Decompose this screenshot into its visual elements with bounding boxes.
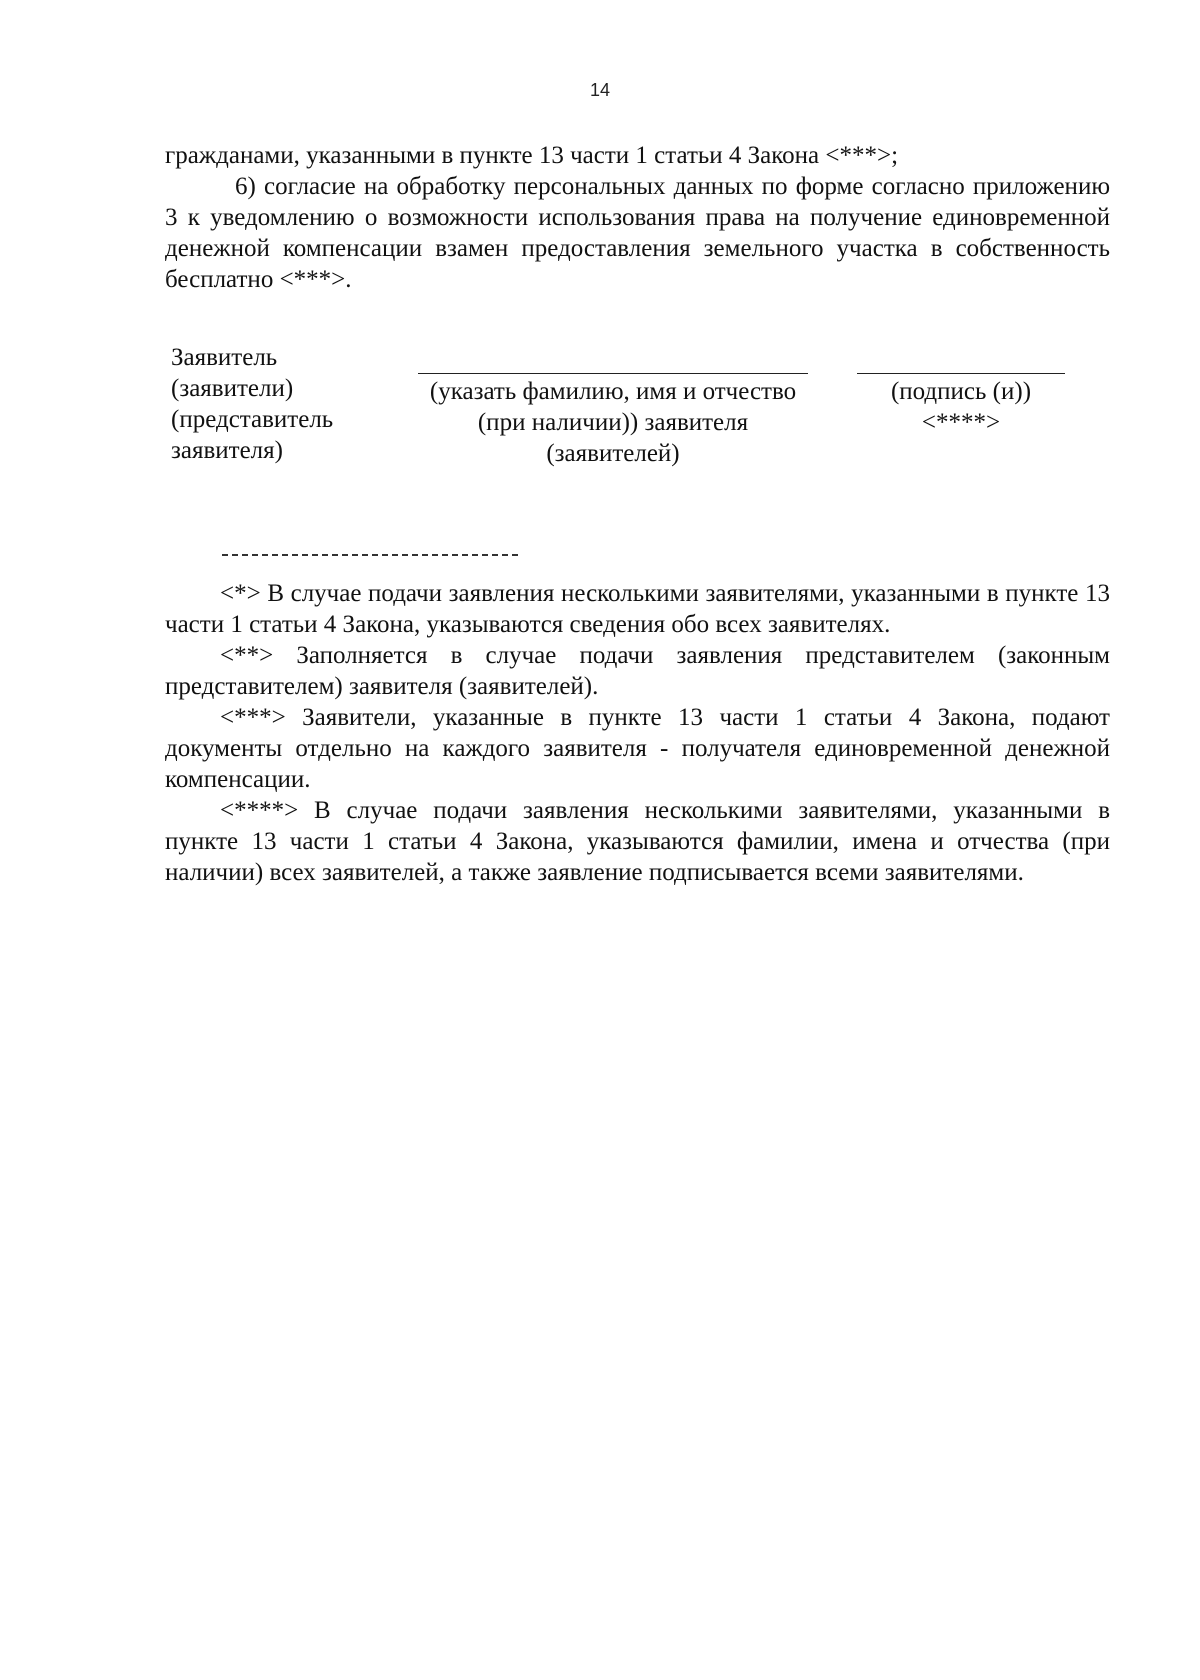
role-line: заявителя)	[171, 437, 283, 464]
body-paragraph-item-6: 6) согласие на обработку персональных данных по форме согласно приложению 3 к уведомлению о возможности использования права на получение единовременной денежной компенсации взамен предоставления земельного участка в собственность бесплатно <***>.	[165, 173, 1110, 293]
name-field-caption: (указать фамилию, имя и отчество (при наличии)) заявителя (заявителей)	[429, 378, 797, 467]
role-line: Заявитель	[171, 344, 278, 371]
footnote-2: <**> Заполняется в случае подачи заявления представителем (законным представителем) заявителя (заявителей).	[165, 642, 1110, 700]
body-paragraph-continuation: гражданами, указанными в пункте 13 части 1 статьи 4 Закона <***>;	[165, 142, 899, 169]
document-body	[165, 140, 1110, 295]
name-fill-line	[418, 373, 808, 374]
applicant-role-label	[171, 342, 391, 466]
signature-block	[0, 342, 1200, 482]
role-line: (представитель	[171, 406, 334, 433]
footnote-4: <****> В случае подачи заявления несколькими заявителями, указанными в пункте 13 части 1 статьи 4 Закона, указываются фамилии, имена и отчества (при наличии) всех заявителей, а также заявление подписывается всеми заявителями.	[165, 797, 1110, 886]
footnote-separator	[222, 554, 518, 556]
footnote-3: <***> Заявители, указанные в пункте 13 части 1 статьи 4 Закона, подают документы отдельно на каждого заявителя - получателя единовременной денежной компенсации.	[165, 704, 1110, 793]
signature-field-caption	[857, 376, 1065, 438]
footnote-1: <*> В случае подачи заявления несколькими заявителями, указанными в пункте 13 части 1 статьи 4 Закона, указываются сведения обо всех заявителях.	[165, 580, 1110, 638]
signature-footnote-ref: <****>	[921, 409, 1001, 436]
signature-caption-text: (подпись (и))	[890, 378, 1032, 405]
footnotes	[165, 578, 1110, 888]
role-line: (заявители)	[171, 375, 294, 402]
signature-fill-line	[857, 373, 1065, 374]
page-number: 14	[589, 80, 611, 100]
